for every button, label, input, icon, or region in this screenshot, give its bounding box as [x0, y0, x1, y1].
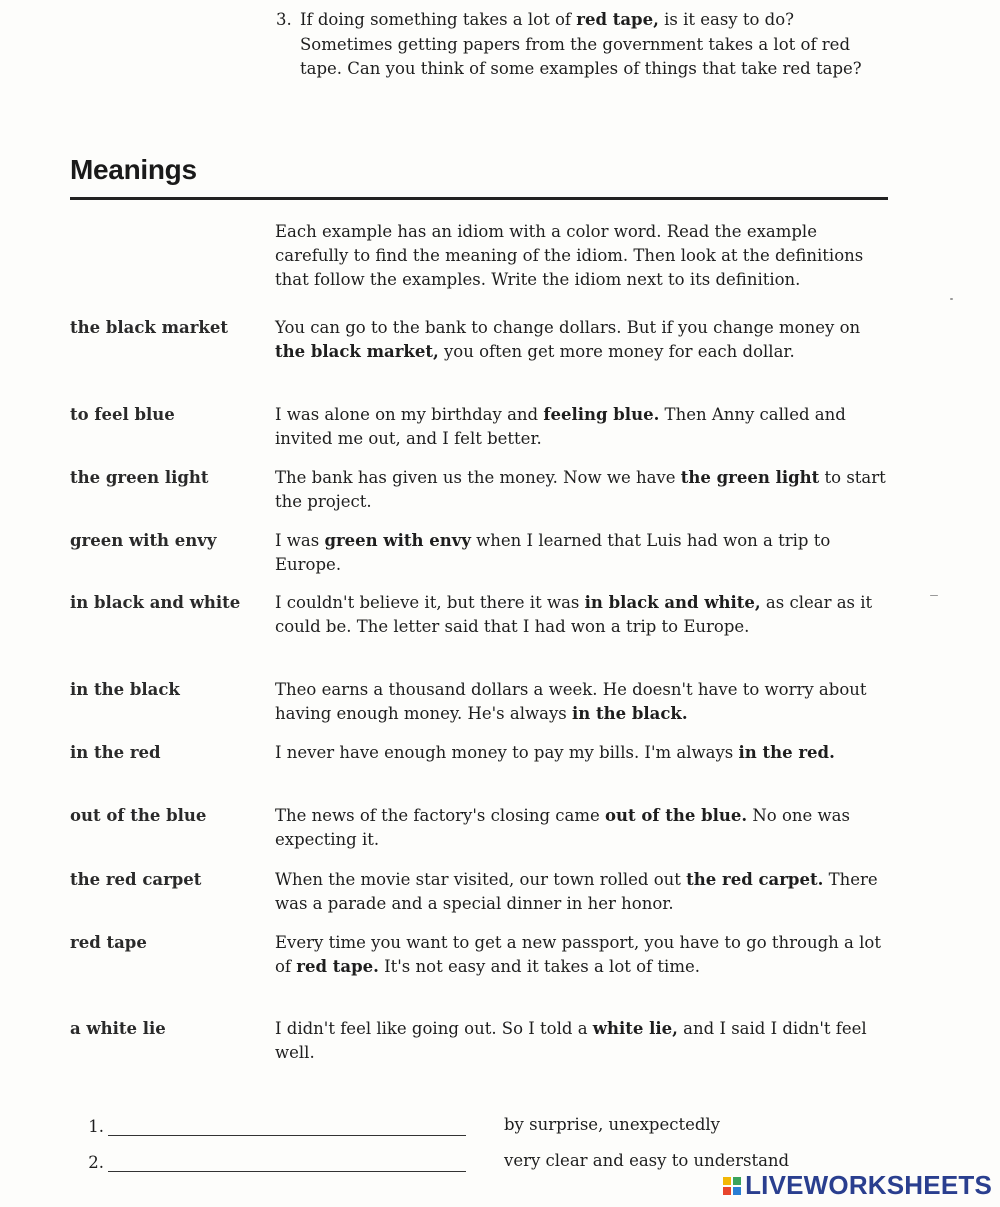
answer-definition: by surprise, unexpectedly — [504, 1115, 721, 1134]
idiom-entry — [70, 529, 890, 591]
example-text: The news of the factory's closing came — [275, 806, 605, 825]
idiom-entry — [70, 466, 890, 529]
idiom-term: red tape — [70, 933, 147, 952]
scan-speck — [950, 298, 953, 300]
example-idiom: the green light — [680, 468, 820, 487]
idiom-entry — [70, 1017, 890, 1077]
idiom-term: to feel blue — [70, 405, 175, 424]
idiom-example — [275, 316, 890, 403]
idiom-entry — [70, 868, 890, 931]
answer-input-1[interactable] — [108, 1113, 466, 1136]
idiom-term: in black and white — [70, 593, 241, 612]
example-text: I couldn't believe it, but there it was — [275, 593, 585, 612]
idiom-term: the red carpet — [70, 870, 202, 889]
example-text: Every time you want to get a new passport, you have to go through a lot of — [275, 933, 881, 976]
logo-square — [733, 1187, 741, 1195]
idiom-term: green with envy — [70, 531, 217, 550]
idiom-example — [275, 931, 890, 1017]
example-text: No one was expecting it. — [275, 806, 850, 849]
idiom-entry — [70, 931, 890, 1017]
idiom-list — [70, 316, 890, 1077]
idiom-example — [275, 868, 890, 931]
example-idiom: in black and white, — [584, 593, 761, 612]
idiom-entry — [70, 741, 890, 804]
liveworksheets-logo-icon — [723, 1177, 741, 1195]
idiom-example — [275, 804, 890, 868]
idiom-entry — [70, 804, 890, 868]
example-idiom: out of the blue. — [605, 806, 748, 825]
idiom-entry — [70, 591, 890, 678]
example-idiom: green with envy — [324, 531, 471, 550]
example-text: you often get more money for each dollar. — [438, 342, 795, 361]
section-title: Meanings — [70, 154, 197, 185]
answer-section — [70, 1100, 890, 1172]
example-text: The bank has given us the money. Now we have — [275, 468, 681, 487]
example-text: I didn't feel like going out. So I told a — [275, 1019, 593, 1038]
idiom-term: the green light — [70, 468, 209, 487]
idiom-entry — [70, 403, 890, 466]
example-idiom: white lie, — [592, 1019, 678, 1038]
answer-number: 1. — [88, 1117, 104, 1136]
example-text: I never have enough money to pay my bills. I'm always — [275, 743, 739, 762]
example-text: as clear as it could be. The letter said that I had won a trip to Europe. — [275, 593, 873, 636]
example-idiom: red tape. — [296, 957, 379, 976]
answer-number: 2. — [88, 1153, 104, 1172]
idiom-term: in the red — [70, 743, 161, 762]
question-3 — [276, 8, 876, 82]
example-idiom: feeling blue. — [543, 405, 660, 424]
example-text: I was — [275, 531, 325, 550]
answer-row — [70, 1100, 890, 1136]
example-idiom: in the red. — [738, 743, 835, 762]
example-text: I was alone on my birthday and — [275, 405, 544, 424]
example-text: and I said I didn't feel well. — [275, 1019, 867, 1062]
idiom-example — [275, 403, 890, 466]
question-number: 3. — [276, 10, 292, 29]
section-divider — [70, 197, 888, 200]
liveworksheets-watermark — [723, 1170, 992, 1201]
answer-input-2[interactable] — [108, 1149, 466, 1172]
idiom-term: the black market — [70, 318, 228, 337]
idiom-term: out of the blue — [70, 806, 207, 825]
example-text: When the movie star visited, our town rolled out — [275, 870, 687, 889]
example-text: You can go to the bank to change dollars. But if you change money on — [275, 318, 861, 337]
example-idiom: in the black. — [571, 704, 688, 723]
section-intro: Each example has an idiom with a color word. Read the example carefully to find the meaning of the idiom. Then look at the definitions that follow the examples. Write the idiom next to its definition. — [275, 222, 864, 289]
logo-square — [723, 1177, 731, 1185]
example-idiom: the black market, — [275, 342, 439, 361]
idiom-term: in the black — [70, 680, 180, 699]
example-text: Then Anny called and invited me out, and I felt better. — [275, 405, 846, 448]
example-text: There was a parade and a special dinner in her honor. — [275, 870, 878, 913]
idiom-example — [275, 591, 890, 678]
question-bold-idiom: red tape, — [576, 10, 659, 29]
idiom-example — [275, 466, 890, 529]
idiom-entry — [70, 678, 890, 741]
logo-square — [723, 1187, 731, 1195]
idiom-example — [275, 529, 890, 591]
answer-row — [70, 1136, 890, 1172]
question-text — [300, 8, 876, 82]
idiom-example — [275, 1017, 890, 1077]
scan-speck — [930, 595, 938, 596]
idiom-term: a white lie — [70, 1019, 166, 1038]
watermark-text: LIVEWORKSHEETS — [745, 1170, 992, 1200]
example-idiom: the red carpet. — [686, 870, 824, 889]
example-text: to start the project. — [275, 468, 886, 511]
question-text-after: is it easy to do? Sometimes getting papers from the government takes a lot of red tape. Can you think of some examples of things that take red tape? — [300, 10, 862, 78]
logo-square — [733, 1177, 741, 1185]
question-text-before: If doing something takes a lot of — [300, 10, 577, 29]
idiom-example — [275, 678, 890, 741]
example-text: when I learned that Luis had won a trip to Europe. — [275, 531, 831, 574]
idiom-entry — [70, 316, 890, 403]
example-text: It's not easy and it takes a lot of time. — [378, 957, 700, 976]
answer-definition: very clear and easy to understand — [504, 1151, 790, 1170]
example-text: Theo earns a thousand dollars a week. He doesn't have to worry about having enough money. He's always — [275, 680, 867, 723]
idiom-example — [275, 741, 890, 804]
